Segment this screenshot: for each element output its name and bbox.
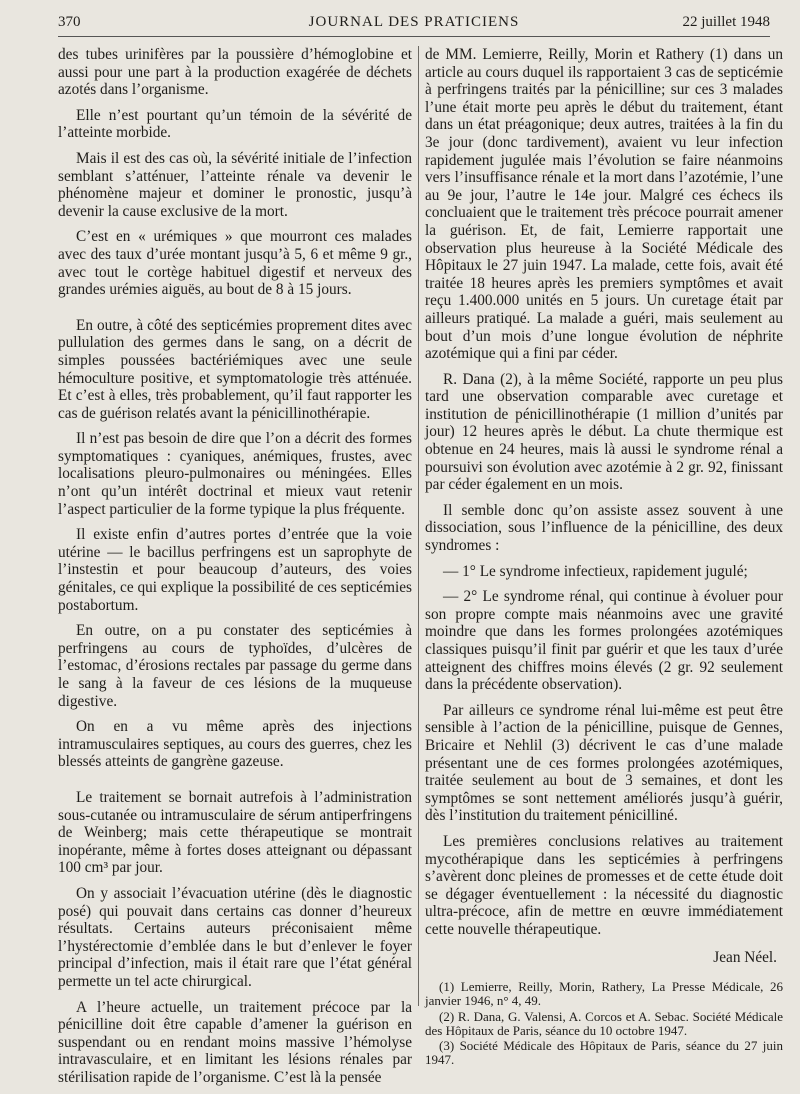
page-number: 370 bbox=[58, 14, 81, 30]
paragraph: En outre, à côté des septicémies proprement dites avec pullulation des germes dans le sang, on a décrit de simples poussées bactériémiques avec une seule hémoculture positive, et symptomatologie très atténuée. Et c’est à elles, très probablement, qu’il faut rapporter les cas de guérison relatés avant la pénicillinothérapie. bbox=[58, 316, 412, 422]
author-signature: Jean Néel. bbox=[713, 948, 777, 966]
paragraph: Il existe enfin d’autres portes d’entrée que la voie utérine — le bacillus perfringens est un saprophyte de l’instestin et pour beaucoup d’auteurs, des voies génitales, ce qui explique la possibilité de ces septicémies postabortum. bbox=[58, 526, 412, 614]
paragraph: Elle n’est pourtant qu’un témoin de la sévérité de l’atteinte morbide. bbox=[58, 106, 412, 142]
footnotes bbox=[425, 980, 783, 1067]
paragraph: Mais il est des cas où, la sévérité initiale de l’infection semblant s’atténuer, l’atteinte rénale va devenir le phénomène majeur et dominer le pronostic, jusqu’à devenir la cause exclusive de la mort. bbox=[58, 149, 412, 220]
column-divider bbox=[418, 46, 419, 1006]
paragraph: de MM. Lemierre, Reilly, Morin et Rathery (1) dans un article au cours duquel ils rapportaient 3 cas de septicémie à perfringens traités par la pénicilline; sur ces 3 malades l’une était morte peu après le début du traitement, étant dans un état préagonique; deux autres, traitées à la fin du 3e jour (donc tardivement), avaient vu leur infection rapidement jugulée mais l’évolution se faire néanmoins vers l’insuffisance rénale et la mort dans l’azotémie, l’une au 9e jour, l’autre le 14e jour. Malgré ces échecs ils concluaient que le traitement très précoce pourrait amener la guérison. Et, de fait, Lemierre rapportait une observation plus heureuse à la Société Médicale des Hôpitaux le 27 juin 1947. La malade, cette fois, avait été traitée 18 heures après les premiers symptômes et avait reçu 1.400.000 unités en 5 jours. Un curetage était par ailleurs pratiqué. La malade a guéri, mais seulement au bout d’un mois d’une longue évolution de néphrite azotémique qui a fini par céder. bbox=[425, 46, 783, 363]
paragraph: A l’heure actuelle, un traitement précoce par la pénicilline doit être capable d’amener la guérison en suspendant ou en rendant moins massive l’hémolyse intravasculaire, et en limitant les lésions rénales par stérilisation rapide de l’organisme. C’est là la pensée bbox=[58, 998, 412, 1086]
paragraph: Par ailleurs ce syndrome rénal lui-même est peut être sensible à l’action de la pénicilline, puisque de Gennes, Bricaire et Nehlil (3) décrivent le cas d’une malade présentant une de ces formes prolongées azotémiques, traitée seulement au bout de 3 semaines, et dont les symptômes se sont nettement améliorés jusqu’à guérir, dès l’institution du traitement pénicilliné. bbox=[425, 701, 783, 825]
paragraph: R. Dana (2), à la même Société, rapporte un peu plus tard une observation comparable avec curetage et institution de pénicillinothérapie (1 million d’unités par jour) 12 heures après le début. La chute thermique est obtenue en 24 heures, mais là aussi le syndrome rénal a poursuivi son évolution avec azotémie à 2 gr. 92, finissant par céder également en un mois. bbox=[425, 370, 783, 494]
footnote: (3) Société Médicale des Hôpitaux de Paris, séance du 27 juin 1947. bbox=[425, 1037, 783, 1068]
paragraph: Les premières conclusions relatives au traitement mycothérapique dans les septicémies à perfringens s’avèrent donc pleines de promesses et de cette étude doit se dégager éventuellement : la nécessité du diagnostic ultra-précoce, afin de mettre en œuvre immédiatement cette nouvelle thérapeutique. bbox=[425, 832, 783, 938]
paragraph: des tubes urinifères par la poussière d’hémoglobine et aussi pour une part à la production exagérée de déchets azotés dans l’organisme. bbox=[58, 46, 412, 99]
journal-title: JOURNAL DES PRATICIENS bbox=[308, 14, 520, 30]
paragraph: On y associait l’évacuation utérine (dès le diagnostic posé) qui pouvait dans certains cas donner d’heureux résultats. Certains auteurs préconisaient même l’hystérectomie d’emblée dans le but d’enlever le foyer principal d’infection, mais il était rare que l’état général permette un tel acte chirurgical. bbox=[58, 884, 412, 990]
paragraph: On en a vu même après des injections intramusculaires septiques, au cours des guerres, chez les blessés atteints de gangrène gazeuse. bbox=[58, 718, 412, 771]
footnote: (2) R. Dana, G. Valensi, A. Corcos et A. Sebac. Société Médicale des Hôpitaux de Paris, séance du 10 octobre 1947. bbox=[425, 1008, 783, 1038]
running-header bbox=[58, 10, 770, 37]
issue-date: 22 juillet 1948 bbox=[682, 14, 770, 30]
paragraph: C’est en « urémiques » que mourront ces malades avec des taux d’urée montant jusqu’à 5, 6 et même 9 gr., avec tout le cortège habituel digestif et nerveux des grandes urémies aiguës, au bout de 8 à 15 jours. bbox=[58, 228, 412, 299]
footnote: (1) Lemierre, Reilly, Morin, Rathery, La Presse Médicale, 26 janvier 1946, n° 4, 49. bbox=[425, 979, 783, 1009]
paragraph: Il semble donc qu’on assiste assez souvent à une dissociation, sous l’influence de la pénicilline, des deux syndromes : bbox=[425, 501, 783, 555]
list-item: — 2° Le syndrome rénal, qui continue à évoluer pour son propre compte mais néanmoins avec une gravité moindre que dans les formes prolongées azotémiques classiques puisqu’il finit par guérir et que les taux d’urée atteignent des chiffres moins élevés (2 gr. 92 seulement dans la précédente observation). bbox=[425, 588, 783, 694]
paragraph: Le traitement se bornait autrefois à l’administration sous-cutanée ou intramusculaire de sérum antiperfringens de Weinberg; mais cette thérapeutique se montrait inopérante, même à fortes doses atteignant ou dépassant 100 cm³ par jour. bbox=[58, 788, 412, 877]
right-column bbox=[425, 46, 783, 1068]
paragraph: Il n’est pas besoin de dire que l’on a décrit des formes symptomatiques : cyaniques, anémiques, frustes, avec localisations pleuro-pulmonaires ou méningées. Elles n’ont qu’un intérêt doctrinal et mieux vaut retenir l’aspect particulier de la forme typique la plus fréquente. bbox=[58, 430, 412, 518]
paragraph: En outre, on a pu constater des septicémies à perfringens au cours de typhoïdes, d’ulcères de l’estomac, d’érosions rectales par passage du germe dans le sang à la faveur de ces lésions de la muqueuse digestive. bbox=[58, 622, 412, 710]
left-column bbox=[58, 46, 412, 1094]
list-item: — 1° Le syndrome infectieux, rapidement jugulé; bbox=[443, 562, 748, 580]
